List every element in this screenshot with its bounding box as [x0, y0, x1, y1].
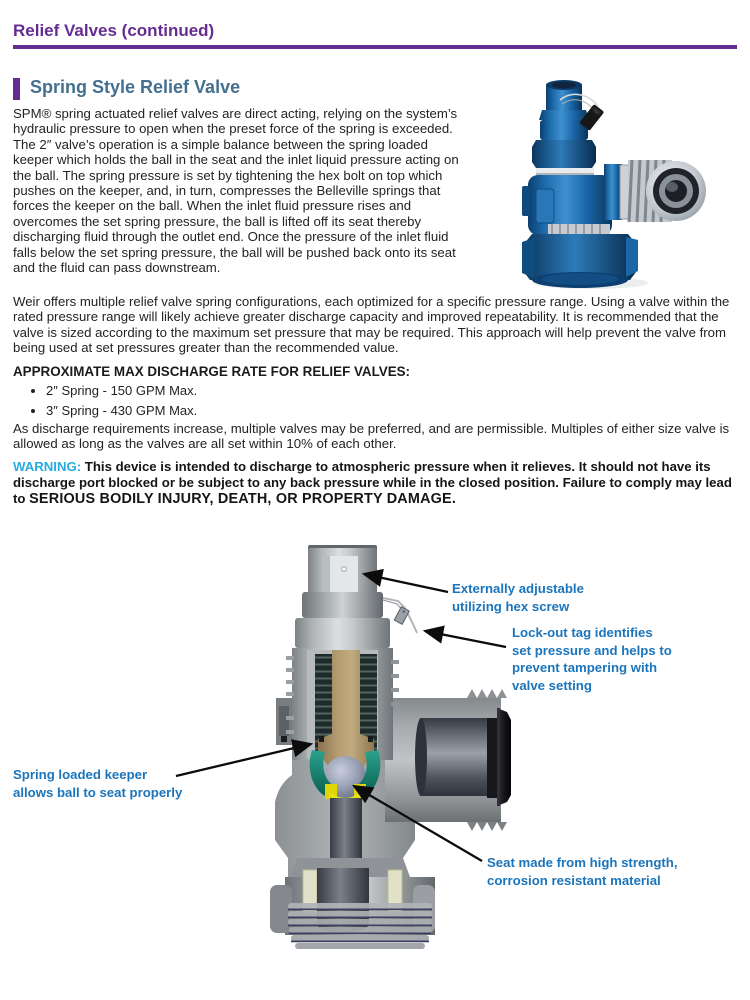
wing-nut-base	[270, 858, 435, 949]
warning-label: WARNING:	[13, 459, 82, 474]
page-title: Relief Valves (continued)	[13, 21, 215, 40]
annotation-externally-adjustable: Externally adjustable utilizing hex screw	[452, 581, 584, 614]
valve-outlet	[604, 160, 706, 222]
discharge-rate-heading: APPROXIMATE MAX DISCHARGE RATE FOR RELIEF VALVES:	[13, 364, 411, 379]
section-accent-bar	[13, 78, 20, 100]
list-item-2in-spring: • 2″ Spring - 150 GPM Max.	[46, 383, 197, 398]
outlet-port	[385, 689, 511, 831]
hex-screw-dot	[342, 567, 347, 572]
intro-paragraph: SPM® spring actuated relief valves are direct acting, relying on the system’s hydraulic pressure to open when the preset force of the spring is exceeded. The 2″ valve’s operation is a simple balance between the spring loaded keeper which holds the ball in the seat and the inlet liquid pressure acting on the ball. The spring pressure is set by tightening the hex bolt on top which pushes on the keeper, and, in turn, compresses the Belleville springs that forces the keeper on the ball. When the inlet fluid pressure rises and overcomes the set spring pressure, the ball is lifted off its seat thereby discharging fluid through the outlet end. Once the pressure of the inlet fluid falls below the set spring pressure, the ball will be pushed back onto its seat and the fluid can pass downstream.	[13, 106, 459, 276]
warning-paragraph	[13, 459, 745, 507]
relief-valve-photo	[520, 76, 710, 292]
discharge-rate-list	[46, 383, 197, 423]
annotation-lockout-tag: Lock-out tag identifies set pressure and helps to prevent tampering with valve setting	[512, 625, 672, 693]
valve-top-cap	[539, 80, 589, 120]
section-title: Spring Style Relief Valve	[30, 77, 241, 97]
relief-valve-photo-graphic	[520, 76, 710, 292]
warning-text: This device is intended to discharge to atmospheric pressure when it relieves. It should not have its discharge port blocked or be subject to any back pressure while in the closed position. Failure to comply may lead to	[13, 459, 732, 506]
paragraph-spring-configurations: Weir offers multiple relief valve spring configurations, each optimized for a specific pressure range. Using a valve within the rated pressure range will likely achieve greater discharge capacity and improved repeatability. It is recommended that the valve is sized according to the maximum set pressure that may be required. This approach will help prevent the valve from being used at set pressures greater than the recommended value.	[13, 294, 730, 356]
spring-housing	[286, 545, 399, 778]
union-threads	[288, 903, 432, 949]
annotation-spring-loaded-keeper: Spring loaded keeper allows ball to seat properly	[13, 767, 183, 800]
cutaway-diagram	[0, 530, 750, 1000]
paragraph-multiple-valves: As discharge requirements increase, multiple valves may be preferred, and are permissible. Multiples of either size valve is allowed as long as the valves are all set within 10% of each other.	[13, 421, 730, 452]
annotation-seat-material: Seat made from high strength, corrosion resistant material	[487, 855, 678, 888]
warning-emphasis: SERIOUS BODILY INJURY, DEATH, OR PROPERTY DAMAGE.	[29, 490, 457, 507]
list-item-3in-spring: • 3″ Spring - 430 GPM Max.	[46, 403, 197, 418]
header-rule	[13, 45, 737, 49]
